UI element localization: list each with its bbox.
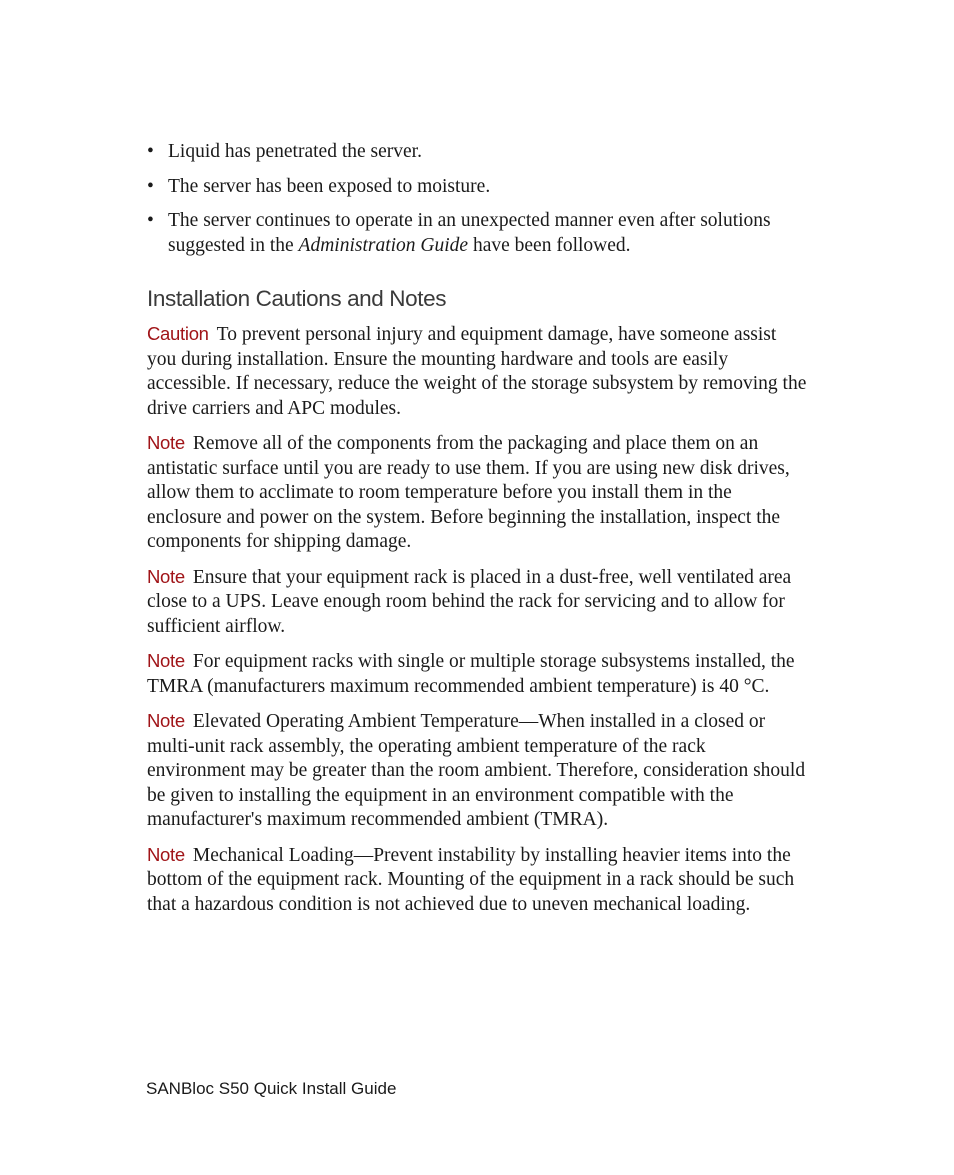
note-text: For equipment racks with single or multiple storage subsystems installed, the TMRA (manufacturers maximum recommended ambient temperature) is 40 °C.	[147, 651, 795, 697]
caution-note	[147, 322, 807, 421]
note-text: Elevated Operating Ambient Temperature—When installed in a closed or multi-unit rack assembly, the operating ambient temperature of the rack environment may be greater than the room ambient. Therefore, consideration should be given to installing the equipment in an environment compatible with the manufacturer's maximum recommended ambient (TMRA).	[147, 711, 806, 830]
note-paragraph	[147, 649, 807, 699]
bullet-marker: •	[147, 141, 154, 162]
note-text: To prevent personal injury and equipment damage, have someone assist you during installation. Ensure the mounting hardware and tools are easily accessible. If necessary, reduce the weight of the storage subsystem by removing the drive carriers and APC modules.	[147, 324, 807, 419]
note-text: Ensure that your equipment rack is placed in a dust-free, well ventilated area close to a UPS. Leave enough room behind the rack for servicing and to allow for sufficient airflow.	[147, 566, 792, 637]
bullet-text-continued: have been followed.	[468, 234, 631, 256]
bullet-text: Liquid has penetrated the server.	[168, 141, 422, 162]
document-title-reference: Administration Guide	[298, 234, 469, 256]
bullet-text: The server has been exposed to moisture.	[168, 175, 491, 197]
note-label: Note	[147, 650, 185, 671]
bullet-item	[147, 175, 807, 200]
caution-label: Caution	[147, 323, 209, 344]
bullet-item	[147, 140, 807, 165]
note-paragraph	[147, 709, 807, 833]
bullet-item	[147, 209, 807, 258]
page-content	[147, 140, 807, 927]
bullet-marker: •	[147, 210, 154, 231]
bullet-list	[147, 140, 807, 258]
note-label: Note	[147, 432, 185, 453]
page-footer: SANBloc S50 Quick Install Guide	[146, 1079, 397, 1098]
bullet-marker: •	[147, 175, 154, 197]
note-label: Note	[147, 565, 185, 587]
note-text: Remove all of the components from the packaging and place them on an antistatic surface until you are ready to use them. If you are using new disk drives, allow them to acclimate to room temperature before you install them in the enclosure and power on the system. Before beginning the installation, inspect the components for shipping damage.	[147, 433, 790, 552]
note-label: Note	[147, 843, 185, 865]
note-paragraph	[147, 431, 807, 555]
bullet-text: The server continues to operate in an unexpected manner even after solutions suggested in the	[168, 210, 771, 256]
section-heading: Installation Cautions and Notes	[147, 286, 447, 311]
note-label: Note	[147, 710, 185, 731]
note-text: Mechanical Loading—Prevent instability by installing heavier items into the bottom of the equipment rack. Mounting of the equipment in a rack should be such that a hazardous condition is not achieved due to uneven mechanical loading.	[147, 844, 795, 915]
note-paragraph	[147, 843, 807, 918]
note-paragraph	[147, 565, 807, 640]
